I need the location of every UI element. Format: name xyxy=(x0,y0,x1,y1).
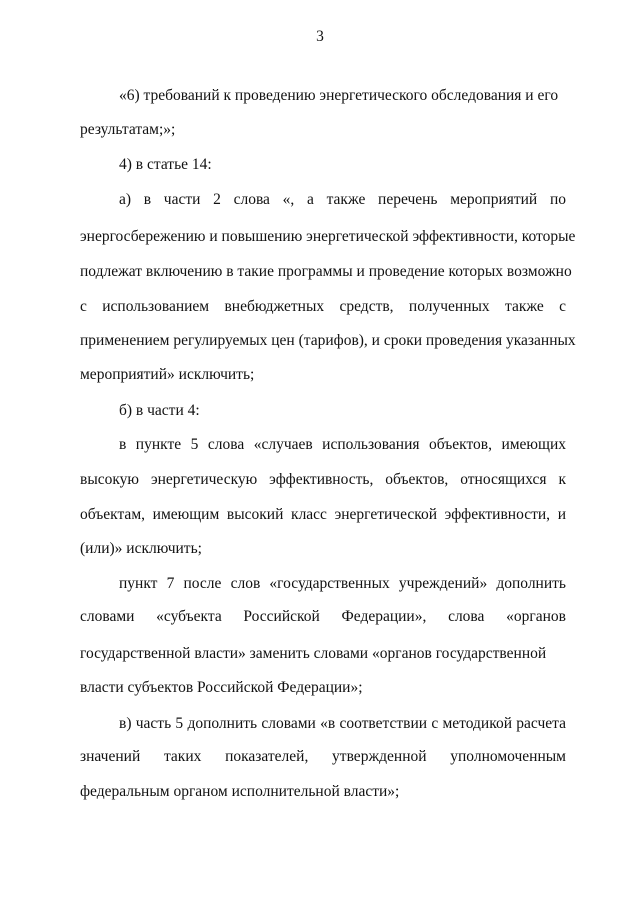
text-line: словами «субъекта Российской Федерации», слова «органов xyxy=(80,608,566,625)
text-line: энергосбережению и повышению энергетической эффективности, которые xyxy=(80,228,576,245)
text-line: в пункте 5 слова «случаев использования объектов, имеющих xyxy=(119,436,566,453)
text-line: мероприятий» исключить; xyxy=(80,366,255,383)
text-line: (или)» исключить; xyxy=(80,540,202,557)
text-line: результатам;»; xyxy=(80,121,176,138)
text-line: б) в части 4: xyxy=(119,402,200,419)
text-line: с использованием внебюджетных средств, полученных также с xyxy=(80,298,566,315)
text-line: пункт 7 после слов «государственных учреждений» дополнить xyxy=(119,575,566,592)
text-line: значений таких показателей, утвержденной уполномоченным xyxy=(80,748,566,765)
text-line: объектам, имеющим высокий класс энергетической эффективности, и xyxy=(80,506,566,523)
text-line: 4) в статье 14: xyxy=(119,156,212,173)
text-line: федеральным органом исполнительной власти»; xyxy=(80,783,400,800)
text-line: подлежат включению в такие программы и проведение которых возможно xyxy=(80,263,572,280)
text-line: высокую энергетическую эффективность, объектов, относящихся к xyxy=(80,471,566,488)
text-line: применением регулируемых цен (тарифов), и сроки проведения указанных xyxy=(80,332,576,349)
text-line: «6) требований к проведению энергетического обследования и его xyxy=(119,87,559,104)
text-line: власти субъектов Российской Федерации»; xyxy=(80,679,363,696)
page-number: 3 xyxy=(316,28,324,45)
text-line: а) в части 2 слова «, а также перечень мероприятий по xyxy=(119,191,566,208)
text-line: государственной власти» заменить словами «органов государственной xyxy=(80,645,547,662)
text-line: в) часть 5 дополнить словами «в соответствии с методикой расчета xyxy=(119,715,566,732)
